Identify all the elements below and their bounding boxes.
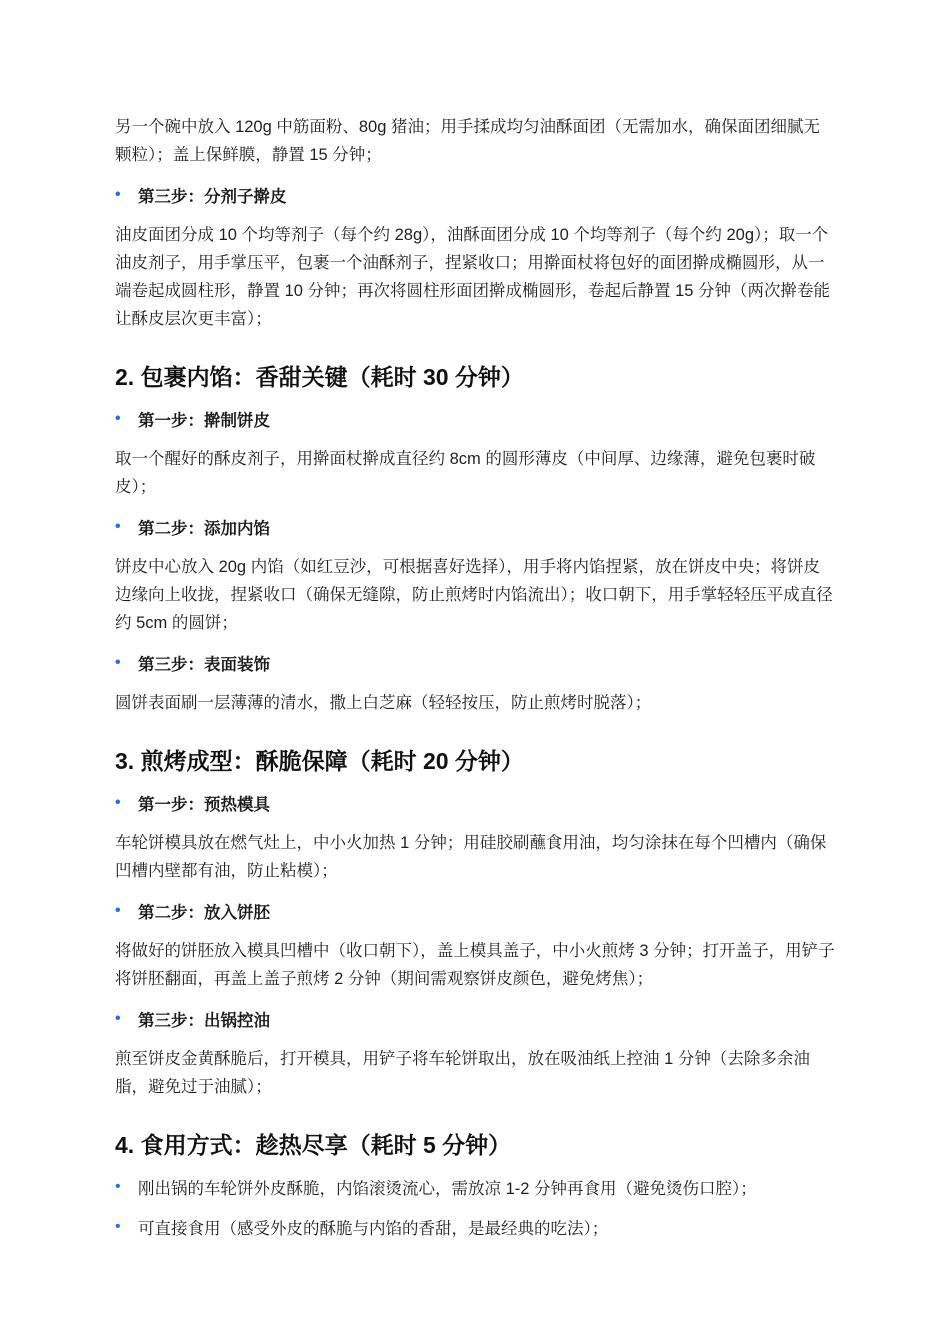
step-heading — [115, 649, 835, 677]
intro-paragraph: 另一个碗中放入 120g 中筋面粉、80g 猪油；用手揉成均匀油酥面团（无需加水，确保面团细腻无颗粒）；盖上保鲜膜，静置 15 分钟； — [115, 118, 820, 164]
section-heading-2: 2. 包裹内馅：香甜关键（耗时 30 分钟） — [115, 364, 524, 390]
bullet-icon: • — [115, 410, 121, 427]
bullet-icon: • — [115, 1010, 121, 1027]
bullet-icon: • — [115, 794, 121, 811]
step-paragraph: 油皮面团分成 10 个均等剂子（每个约 28g），油酥面团分成 10 个均等剂子（每个约 20g）；取一个油皮剂子，用手掌压平，包裹一个油酥剂子，捏紧收口；用擀面杖将包好的面团擀成椭圆形，从一端卷起成圆柱形，静置 10 分钟；再次将圆柱形面团擀成椭圆形，卷起后静置 15 分钟（两次擀卷能让酥皮层次更丰富）； — [115, 226, 831, 328]
step-title: 第三步：出锅控油 — [138, 1012, 270, 1030]
bullet-icon: • — [115, 654, 121, 671]
step-title: 第二步：添加内馅 — [138, 520, 270, 538]
list-item-text: 可直接食用（感受外皮的酥脆与内馅的香甜，是最经典的吃法）； — [138, 1220, 609, 1238]
step-heading — [115, 1005, 835, 1033]
bullet-icon: • — [115, 1218, 121, 1235]
step-paragraph: 煎至饼皮金黄酥脆后，打开模具，用铲子将车轮饼取出，放在吸油纸上控油 1 分钟（去除多余油脂，避免过于油腻）； — [115, 1050, 810, 1096]
step-heading — [115, 513, 835, 541]
list-item — [115, 1173, 835, 1201]
step-title: 第一步：擀制饼皮 — [138, 412, 270, 430]
bullet-icon: • — [115, 518, 121, 535]
step-title: 第一步：预热模具 — [138, 796, 270, 814]
section-heading-4: 4. 食用方式：趁热尽享（耗时 5 分钟） — [115, 1132, 512, 1158]
step-heading — [115, 897, 835, 925]
list-item-text: 刚出锅的车轮饼外皮酥脆，内馅滚烫流心，需放凉 1-2 分钟再食用（避免烫伤口腔）； — [138, 1180, 757, 1198]
step-paragraph: 取一个醒好的酥皮剂子，用擀面杖擀成直径约 8cm 的圆形薄皮（中间厚、边缘薄，避免包裹时破皮）； — [115, 450, 816, 496]
list-item — [115, 1213, 835, 1241]
step-title: 第三步：表面装饰 — [138, 656, 270, 674]
step-heading — [115, 789, 835, 817]
bullet-icon: • — [115, 186, 121, 203]
step-paragraph: 将做好的饼胚放入模具凹槽中（收口朝下），盖上模具盖子，中小火煎烤 3 分钟；打开盖子，用铲子将饼胚翻面，再盖上盖子煎烤 2 分钟（期间需观察饼皮颜色，避免烤焦）； — [115, 942, 835, 988]
bullet-icon: • — [115, 902, 121, 919]
step-heading — [115, 181, 835, 209]
step-paragraph: 车轮饼模具放在燃气灶上，中小火加热 1 分钟；用硅胶刷蘸食用油，均匀涂抹在每个凹槽内（确保凹槽内壁都有油，防止粘模）； — [115, 834, 827, 880]
step-title: 第二步：放入饼胚 — [138, 904, 270, 922]
section-heading-3: 3. 煎烤成型：酥脆保障（耗时 20 分钟） — [115, 748, 524, 774]
step-heading — [115, 405, 835, 433]
step-title: 第三步：分剂子擀皮 — [138, 188, 287, 206]
step-paragraph: 饼皮中心放入 20g 内馅（如红豆沙，可根据喜好选择），用手将内馅捏紧，放在饼皮中央；将饼皮边缘向上收拢，捏紧收口（确保无缝隙，防止煎烤时内馅流出）；收口朝下，用手掌轻轻压平成直径约 5cm 的圆饼； — [115, 558, 833, 632]
bullet-icon: • — [115, 1178, 121, 1195]
step-paragraph: 圆饼表面刷一层薄薄的清水，撒上白芝麻（轻轻按压，防止煎烤时脱落）； — [115, 694, 652, 712]
